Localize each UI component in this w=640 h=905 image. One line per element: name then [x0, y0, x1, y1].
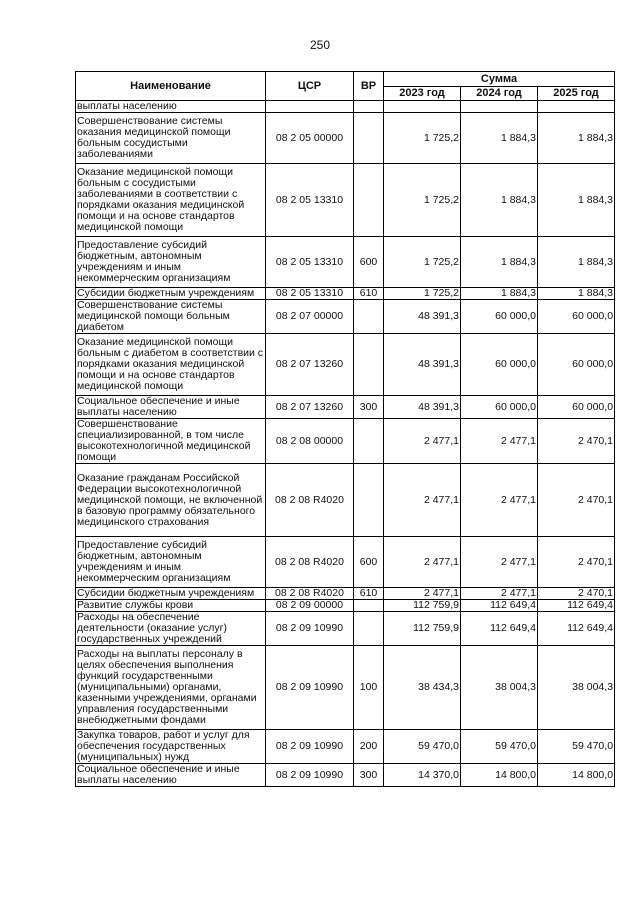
row-vr-cell: 610	[354, 288, 384, 300]
row-2023-cell: 2 477,1	[384, 464, 461, 537]
budget-table	[75, 71, 615, 787]
row-2024-cell: 2 477,1	[461, 464, 538, 537]
row-name-cell: Закупка товаров, работ и услуг для обеспечения государственных (муниципальных) нужд	[76, 730, 266, 764]
row-2024-cell: 59 470,0	[461, 730, 538, 764]
row-name-cell: Совершенствование специализированной, в том числе высокотехнологичной медицинской помощи	[76, 419, 266, 464]
row-2025-cell: 2 470,1	[538, 464, 615, 537]
row-2024-cell: 2 477,1	[461, 588, 538, 600]
row-vr-cell	[354, 464, 384, 537]
row-csr-cell: 08 2 09 10990	[266, 730, 354, 764]
table-row	[76, 334, 615, 396]
row-2024-cell: 2 477,1	[461, 537, 538, 588]
row-2023-cell: 2 477,1	[384, 588, 461, 600]
row-csr-cell: 08 2 08 00000	[266, 419, 354, 464]
row-vr-cell: 200	[354, 730, 384, 764]
row-vr-cell	[354, 334, 384, 396]
row-2025-cell: 60 000,0	[538, 334, 615, 396]
row-2024-cell: 1 884,3	[461, 113, 538, 164]
row-2024-cell: 60 000,0	[461, 300, 538, 334]
row-vr-cell	[354, 113, 384, 164]
table-row	[76, 464, 615, 537]
row-name-cell: Оказание медицинской помощи больным с сосудистыми заболеваниями в соответствии с порядками оказания медицинской помощи и на основе стандартов медицинской помощи	[76, 164, 266, 237]
row-name-cell: Оказание гражданам Российской Федерации высокотехнологичной медицинской помощи, не включенной в базовую программу обязательного медицинского страхования	[76, 464, 266, 537]
row-vr-cell	[354, 164, 384, 237]
row-name-cell: Совершенствование системы оказания медицинской помощи больным сосудистыми заболеваниями	[76, 113, 266, 164]
table-row	[76, 537, 615, 588]
row-2025-cell	[538, 101, 615, 113]
row-2025-cell: 59 470,0	[538, 730, 615, 764]
row-2024-cell: 1 884,3	[461, 164, 538, 237]
row-2025-cell: 1 884,3	[538, 237, 615, 288]
row-csr-cell: 08 2 07 00000	[266, 300, 354, 334]
row-vr-cell	[354, 612, 384, 646]
row-2025-cell: 112 649,4	[538, 600, 615, 612]
row-name-cell: Социальное обеспечение и иные выплаты населению	[76, 764, 266, 787]
row-2023-cell: 48 391,3	[384, 300, 461, 334]
row-2025-cell: 112 649,4	[538, 612, 615, 646]
row-2023-cell: 2 477,1	[384, 537, 461, 588]
row-2024-cell: 60 000,0	[461, 334, 538, 396]
row-2025-cell: 14 800,0	[538, 764, 615, 787]
row-2023-cell: 1 725,2	[384, 164, 461, 237]
header-sum: Сумма	[384, 72, 615, 87]
row-csr-cell: 08 2 09 10990	[266, 646, 354, 730]
header-year-2023: 2023 год	[384, 87, 461, 101]
row-csr-cell: 08 2 09 10990	[266, 764, 354, 787]
row-vr-cell: 610	[354, 588, 384, 600]
row-name-cell: Субсидии бюджетным учреждениям	[76, 588, 266, 600]
row-2023-cell: 112 759,9	[384, 600, 461, 612]
row-name-cell: Предоставление субсидий бюджетным, автономным учреждениям и иным некоммерческим организациям	[76, 537, 266, 588]
row-vr-cell: 600	[354, 537, 384, 588]
table-row	[76, 612, 615, 646]
row-2025-cell: 1 884,3	[538, 113, 615, 164]
row-csr-cell: 08 2 05 13310	[266, 288, 354, 300]
row-name-cell: Социальное обеспечение и иные выплаты населению	[76, 396, 266, 419]
row-2025-cell: 1 884,3	[538, 288, 615, 300]
row-2024-cell	[461, 101, 538, 113]
row-2023-cell: 48 391,3	[384, 396, 461, 419]
row-2024-cell: 60 000,0	[461, 396, 538, 419]
row-csr-cell: 08 2 08 R4020	[266, 464, 354, 537]
row-2025-cell: 2 470,1	[538, 588, 615, 600]
row-name-cell: Расходы на обеспечение деятельности (оказание услуг) государственных учреждений	[76, 612, 266, 646]
table-row	[76, 113, 615, 164]
row-name-cell: Развитие службы крови	[76, 600, 266, 612]
table-row	[76, 300, 615, 334]
row-csr-cell: 08 2 08 R4020	[266, 588, 354, 600]
row-vr-cell: 300	[354, 764, 384, 787]
row-vr-cell: 300	[354, 396, 384, 419]
header-name: Наименование	[76, 72, 266, 101]
row-vr-cell: 100	[354, 646, 384, 730]
row-csr-cell: 08 2 09 00000	[266, 600, 354, 612]
row-2025-cell: 2 470,1	[538, 537, 615, 588]
row-2024-cell: 1 884,3	[461, 288, 538, 300]
row-2025-cell: 60 000,0	[538, 396, 615, 419]
header-year-2024: 2024 год	[461, 87, 538, 101]
row-2025-cell: 1 884,3	[538, 164, 615, 237]
row-name-cell: Совершенствование системы медицинской помощи больным диабетом	[76, 300, 266, 334]
row-name-cell: Расходы на выплаты персоналу в целях обеспечения выполнения функций государственными (муниципальными) органами, казенными учреждениями, органами управления государственными внебюджетными фондами	[76, 646, 266, 730]
page-number: 250	[309, 38, 331, 52]
table-row	[76, 764, 615, 787]
row-name-cell: Предоставление субсидий бюджетным, автономным учреждениям и иным некоммерческим организациям	[76, 237, 266, 288]
row-2023-cell	[384, 101, 461, 113]
row-csr-cell: 08 2 07 13260	[266, 396, 354, 419]
row-vr-cell	[354, 419, 384, 464]
row-2024-cell: 112 649,4	[461, 600, 538, 612]
row-2024-cell: 2 477,1	[461, 419, 538, 464]
table-body	[76, 101, 615, 787]
row-vr-cell	[354, 300, 384, 334]
row-2023-cell: 112 759,9	[384, 612, 461, 646]
row-csr-cell	[266, 101, 354, 113]
row-2024-cell: 1 884,3	[461, 237, 538, 288]
row-csr-cell: 08 2 05 13310	[266, 164, 354, 237]
row-vr-cell	[354, 600, 384, 612]
table-row	[76, 164, 615, 237]
row-csr-cell: 08 2 08 R4020	[266, 537, 354, 588]
row-2023-cell: 1 725,2	[384, 288, 461, 300]
table-row	[76, 588, 615, 600]
row-2023-cell: 48 391,3	[384, 334, 461, 396]
row-2023-cell: 2 477,1	[384, 419, 461, 464]
row-2023-cell: 1 725,2	[384, 237, 461, 288]
row-2023-cell: 59 470,0	[384, 730, 461, 764]
row-name-cell: выплаты населению	[76, 101, 266, 113]
row-2024-cell: 14 800,0	[461, 764, 538, 787]
row-csr-cell: 08 2 09 10990	[266, 612, 354, 646]
header-vr: ВР	[354, 72, 384, 101]
table-row	[76, 730, 615, 764]
row-csr-cell: 08 2 05 00000	[266, 113, 354, 164]
row-name-cell: Оказание медицинской помощи больным с диабетом в соответствии с порядками оказания медицинской помощи и на основе стандартов медицинской помощи	[76, 334, 266, 396]
table-row	[76, 419, 615, 464]
row-vr-cell	[354, 101, 384, 113]
row-name-cell: Субсидии бюджетным учреждениям	[76, 288, 266, 300]
row-2025-cell: 2 470,1	[538, 419, 615, 464]
row-2025-cell: 60 000,0	[538, 300, 615, 334]
row-2025-cell: 38 004,3	[538, 646, 615, 730]
table-row	[76, 288, 615, 300]
row-csr-cell: 08 2 07 13260	[266, 334, 354, 396]
row-2024-cell: 112 649,4	[461, 612, 538, 646]
header-year-2025: 2025 год	[538, 87, 615, 101]
header-csr: ЦСР	[266, 72, 354, 101]
row-2023-cell: 1 725,2	[384, 113, 461, 164]
table-row	[76, 396, 615, 419]
row-csr-cell: 08 2 05 13310	[266, 237, 354, 288]
table-row	[76, 237, 615, 288]
table-row	[76, 646, 615, 730]
row-2023-cell: 38 434,3	[384, 646, 461, 730]
row-vr-cell: 600	[354, 237, 384, 288]
row-2023-cell: 14 370,0	[384, 764, 461, 787]
table-row	[76, 101, 615, 113]
row-2024-cell: 38 004,3	[461, 646, 538, 730]
table-row	[76, 600, 615, 612]
